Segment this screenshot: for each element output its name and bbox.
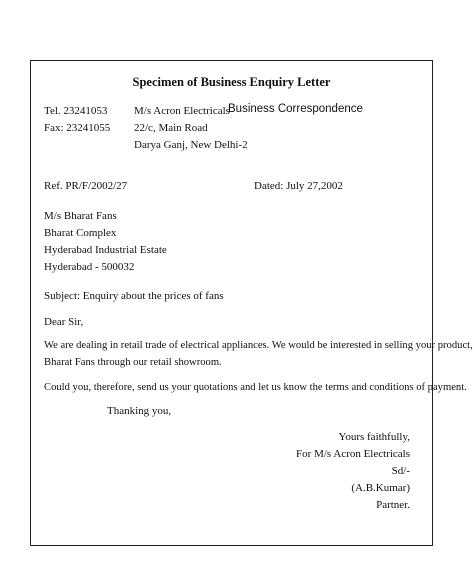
closing-line: Sd/-: [391, 465, 410, 477]
body-line: Bharat Fans through our retail showroom.: [44, 357, 222, 368]
recipient-address-line: Hyderabad Industrial Estate: [44, 244, 167, 256]
business-correspondence-tag: Business Correspondence: [228, 103, 363, 115]
subject-line: Subject: Enquiry about the prices of fans: [44, 290, 224, 302]
recipient-address-line: Bharat Complex: [44, 227, 117, 239]
sender-address-line: M/s Acron Electricals: [134, 105, 230, 117]
thanking-line: Thanking you,: [107, 405, 172, 417]
sender-address-line: Darya Ganj, New Delhi-2: [134, 139, 248, 151]
letter-date: Dated: July 27,2002: [254, 180, 343, 192]
closing-block: [296, 429, 410, 514]
sender-address-line: 22/c, Main Road: [134, 122, 208, 134]
sender-fax: Fax: 23241055: [44, 122, 111, 134]
body-paragraph-2: Could you, therefore, send us your quotations and let us know the terms and conditions of payment.: [44, 382, 467, 393]
body-line: We are dealing in retail trade of electrical appliances. We would be interested in selling your product,: [44, 340, 473, 351]
body-paragraph-1: [44, 337, 473, 371]
recipient-address-line: M/s Bharat Fans: [44, 210, 117, 222]
letter-title: Specimen of Business Enquiry Letter: [132, 75, 331, 89]
closing-line: Yours faithfully,: [338, 431, 410, 443]
sender-tel: Tel. 23241053: [44, 105, 108, 117]
reference-number: Ref. PR/F/2002/27: [44, 180, 128, 192]
recipient-address: [44, 208, 167, 276]
closing-line: Partner.: [376, 499, 410, 511]
closing-line: For M/s Acron Electricals: [296, 448, 410, 460]
recipient-address-line: Hyderabad - 500032: [44, 261, 135, 273]
salutation: Dear Sir,: [44, 316, 84, 328]
letter-page: [30, 60, 473, 546]
closing-line: (A.B.Kumar): [351, 482, 410, 494]
sender-contact: [44, 103, 110, 137]
